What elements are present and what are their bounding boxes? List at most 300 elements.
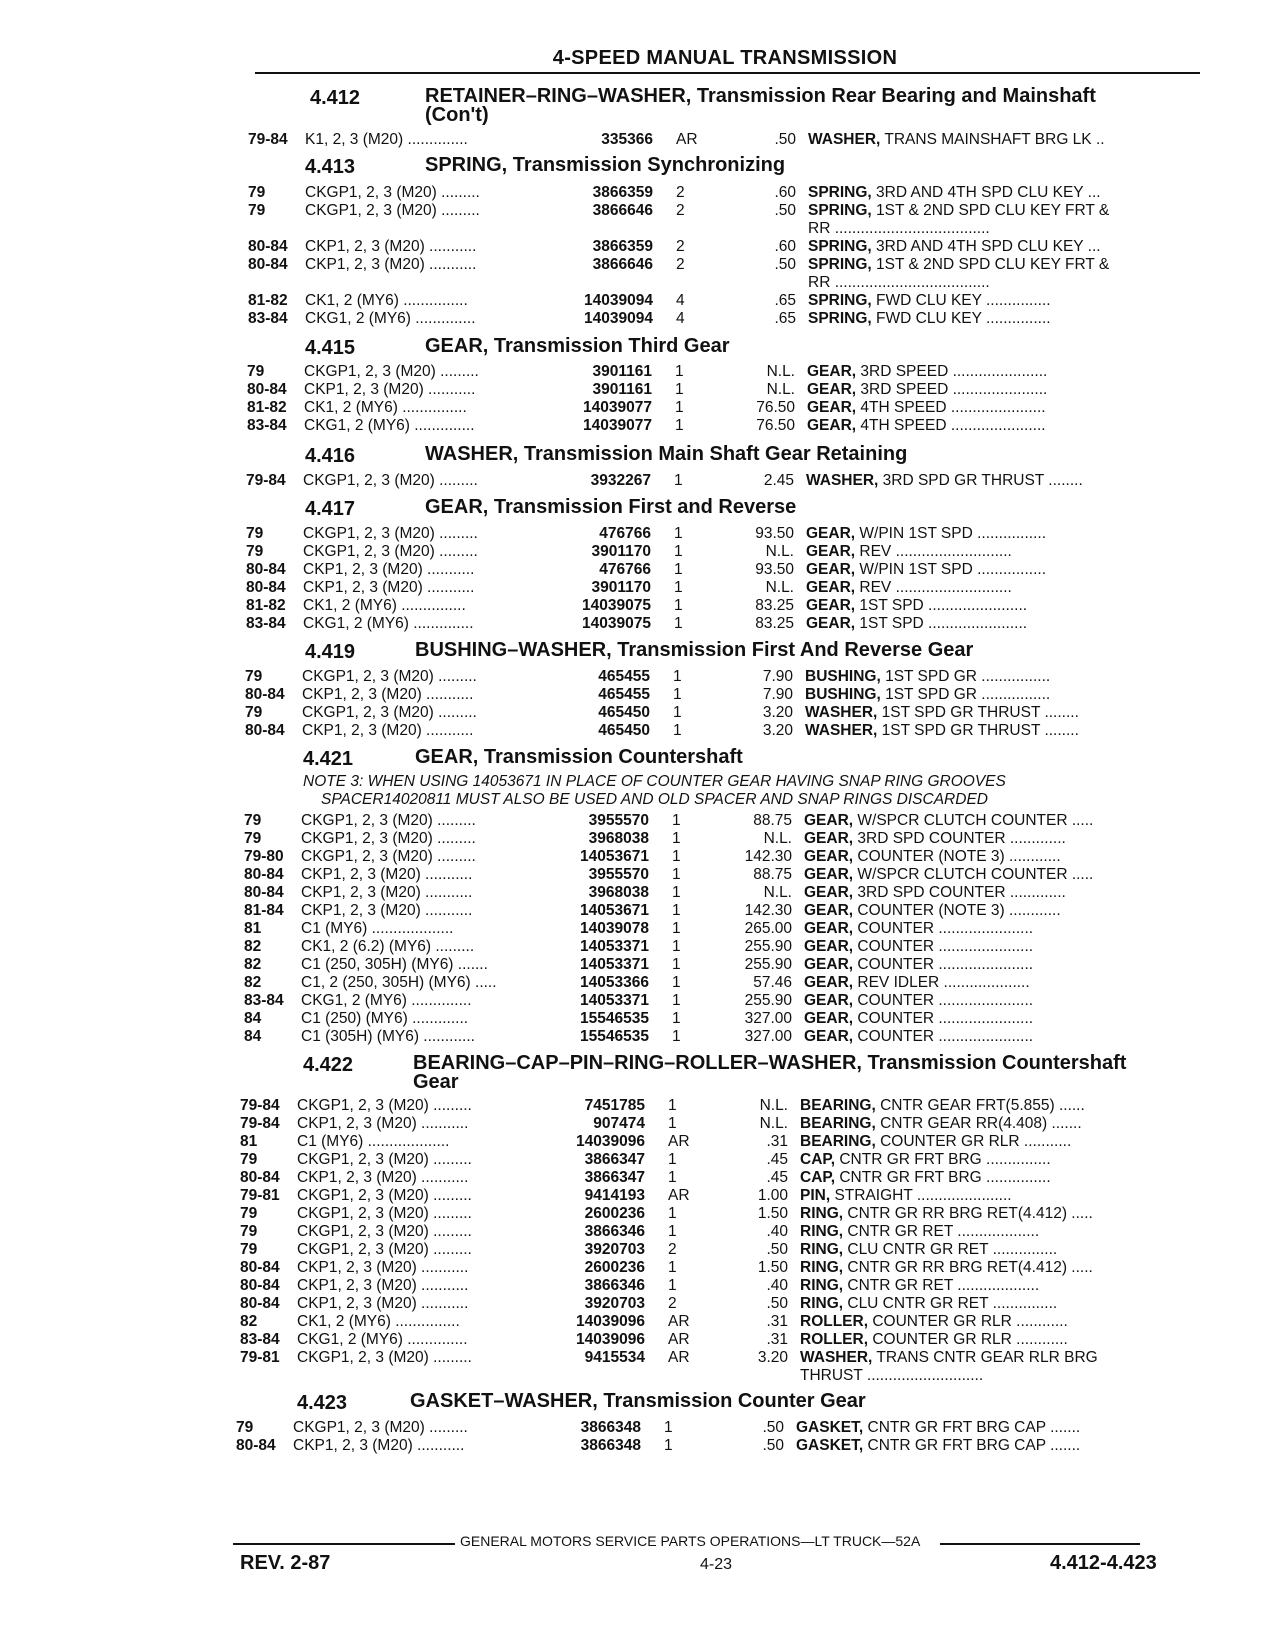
part-row [248, 310, 1168, 328]
part-description-noun: RING, [800, 1277, 844, 1294]
part-number: 14053371 [580, 992, 649, 1009]
part-number: 14039077 [583, 399, 652, 416]
part-description [807, 417, 1159, 435]
section-note-line: NOTE 3: WHEN USING 14053671 IN PLACE OF COUNTER GEAR HAVING SNAP RING GROOVES [303, 773, 1006, 790]
part-description-text: 1ST SPD GR ................ [880, 668, 1051, 685]
part-year: 79 [245, 704, 263, 721]
part-model: C1 (MY6) ................... [297, 1133, 450, 1150]
part-description-text: FWD CLU KEY ............... [871, 292, 1051, 309]
part-description-noun: WASHER, [805, 722, 878, 739]
part-quantity: 1 [672, 830, 681, 847]
part-description-noun: SPRING, [808, 292, 872, 309]
part-price: N.L. [759, 1115, 788, 1132]
part-description [800, 1223, 1152, 1241]
part-quantity: 1 [668, 1259, 677, 1276]
part-quantity: 1 [673, 686, 682, 703]
part-quantity: 1 [672, 938, 681, 955]
part-description-continued: THRUST ........................... [800, 1367, 984, 1384]
part-row [240, 1349, 1160, 1384]
part-price: .60 [774, 238, 796, 255]
part-quantity: 1 [674, 561, 683, 578]
part-price: 7.90 [762, 668, 793, 685]
part-quantity: 1 [673, 668, 682, 685]
part-price: 57.46 [753, 974, 792, 991]
part-number: 14039096 [576, 1133, 645, 1150]
part-year: 79 [245, 668, 263, 685]
part-description-noun: BEARING, [800, 1133, 876, 1150]
part-description-text: 1ST SPD ....................... [855, 597, 1028, 614]
part-year: 82 [244, 938, 262, 955]
part-model: CKGP1, 2, 3 (M20) ......... [302, 704, 477, 721]
part-model: CK1, 2 (MY6) ............... [303, 597, 466, 614]
part-quantity: 1 [668, 1277, 677, 1294]
part-row [246, 525, 1166, 543]
part-year: 80-84 [240, 1277, 280, 1294]
part-year: 79 [248, 184, 266, 201]
part-description [800, 1295, 1152, 1313]
part-model: CKG1, 2 (MY6) .............. [304, 417, 475, 434]
part-year: 79-81 [240, 1349, 280, 1366]
part-description-noun: BEARING, [800, 1115, 876, 1132]
section-title: WASHER, Transmission Main Shaft Gear Retaining [425, 443, 908, 465]
part-row [247, 381, 1167, 399]
part-description-noun: ROLLER, [800, 1313, 869, 1330]
part-description-text: W/SPCR CLUTCH COUNTER ..... [853, 866, 1094, 883]
part-row [240, 1187, 1160, 1205]
part-model: CKGP1, 2, 3 (M20) ......... [301, 830, 476, 847]
part-quantity: AR [668, 1313, 690, 1330]
part-quantity: 1 [674, 579, 683, 596]
part-description [806, 615, 1158, 633]
part-number: 3901170 [591, 543, 651, 560]
part-number: 3920703 [584, 1241, 645, 1258]
part-price: 255.90 [744, 992, 792, 1009]
part-price: N.L. [766, 381, 795, 398]
part-description [796, 1419, 1148, 1437]
footer-rule-left [233, 1543, 455, 1545]
part-description [804, 1028, 1156, 1046]
part-model: CKGP1, 2, 3 (M20) ......... [303, 543, 478, 560]
part-row [244, 830, 1164, 848]
part-description-text: COUNTER ...................... [853, 938, 1034, 955]
part-quantity: 1 [674, 472, 683, 489]
part-quantity: 1 [675, 381, 684, 398]
part-description-noun: GEAR, [806, 543, 856, 560]
part-price: 1.00 [757, 1187, 788, 1204]
part-model: CKGP1, 2, 3 (M20) ......... [297, 1151, 472, 1168]
part-row [244, 902, 1164, 920]
part-description [800, 1097, 1152, 1115]
part-year: 81-82 [247, 399, 287, 416]
part-number: 14039078 [580, 920, 649, 937]
part-row [244, 1028, 1164, 1046]
part-quantity: 1 [672, 848, 681, 865]
part-year: 82 [244, 974, 262, 991]
part-year: 83-84 [247, 417, 287, 434]
part-model: CKG1, 2 (MY6) .............. [305, 310, 476, 327]
part-price: 327.00 [744, 1010, 792, 1027]
part-description-noun: BEARING, [800, 1097, 876, 1114]
part-description-noun: GEAR, [804, 956, 854, 973]
part-row [246, 579, 1166, 597]
part-description-text: CNTR GR RR BRG RET(4.412) ..... [843, 1259, 1093, 1276]
part-quantity: 1 [672, 956, 681, 973]
part-quantity: 1 [672, 920, 681, 937]
part-description-noun: CAP, [800, 1169, 836, 1186]
part-price: 255.90 [744, 956, 792, 973]
part-description-text: COUNTER ...................... [853, 1010, 1034, 1027]
part-price: .50 [774, 202, 796, 219]
part-number: 465455 [598, 668, 650, 685]
part-description-text: 1ST SPD GR ................ [880, 686, 1051, 703]
section-title: GASKET–WASHER, Transmission Counter Gear [410, 1390, 866, 1412]
part-description [800, 1115, 1152, 1133]
part-description-noun: GEAR, [804, 866, 854, 883]
footer-page-number: 4-23 [700, 1556, 733, 1573]
part-number: 465450 [598, 722, 650, 739]
part-year: 79 [247, 363, 265, 380]
part-row [245, 722, 1165, 740]
part-price: .31 [766, 1313, 788, 1330]
part-quantity: AR [676, 131, 698, 148]
part-price: 93.50 [755, 525, 794, 542]
part-year: 80-84 [244, 884, 284, 901]
part-description-noun: RING, [800, 1241, 844, 1258]
part-year: 79 [244, 830, 262, 847]
part-quantity: 4 [676, 310, 685, 327]
part-model: C1 (250, 305H) (MY6) ....... [301, 956, 488, 973]
part-number: 3955570 [588, 812, 649, 829]
part-number: 3866346 [584, 1223, 645, 1240]
part-description-noun: GASKET, [796, 1437, 864, 1454]
part-price: .50 [774, 131, 796, 148]
part-description-text: REV ........................... [855, 579, 1012, 596]
part-model: CKP1, 2, 3 (M20) ........... [297, 1277, 469, 1294]
section-number: 4.412 [310, 87, 361, 109]
part-description [806, 543, 1158, 561]
part-year: 79 [240, 1205, 258, 1222]
part-year: 79 [246, 525, 264, 542]
part-description-noun: RING, [800, 1223, 844, 1240]
part-year: 81-82 [248, 292, 288, 309]
part-description-noun: BUSHING, [805, 686, 881, 703]
part-description [804, 848, 1156, 866]
part-description-text: COUNTER ...................... [853, 1028, 1034, 1045]
part-year: 80-84 [246, 561, 286, 578]
section-number: 4.416 [305, 445, 356, 467]
part-price: N.L. [759, 1097, 788, 1114]
part-year: 80-84 [247, 381, 287, 398]
part-row [240, 1205, 1160, 1223]
part-price: N.L. [763, 830, 792, 847]
part-year: 79-81 [240, 1187, 280, 1204]
part-quantity: 1 [668, 1223, 677, 1240]
part-description-noun: GEAR, [807, 363, 857, 380]
part-price: 7.90 [762, 686, 793, 703]
part-description [800, 1349, 1152, 1367]
part-number: 14039096 [576, 1331, 645, 1348]
part-number: 3901161 [592, 363, 652, 380]
part-row [244, 992, 1164, 1010]
part-year: 81 [240, 1133, 258, 1150]
part-number: 14053671 [580, 848, 649, 865]
part-year: 79-80 [244, 848, 284, 865]
part-description-text: CNTR GR RET ................... [843, 1223, 1040, 1240]
part-number: 14039075 [582, 597, 651, 614]
part-description-noun: GEAR, [804, 848, 854, 865]
part-quantity: 1 [672, 866, 681, 883]
part-row [248, 131, 1168, 149]
part-year: 81-84 [244, 902, 284, 919]
part-year: 80-84 [248, 256, 288, 273]
part-description-noun: WASHER, [800, 1349, 873, 1366]
part-description [800, 1169, 1152, 1187]
part-model: CKGP1, 2, 3 (M20) ......... [297, 1097, 472, 1114]
part-description [800, 1259, 1152, 1277]
part-description-text: 3RD AND 4TH SPD CLU KEY ... [871, 238, 1101, 255]
part-row [244, 866, 1164, 884]
part-description-noun: SPRING, [808, 184, 872, 201]
part-year: 84 [244, 1028, 262, 1045]
part-quantity: 1 [672, 812, 681, 829]
part-price: N.L. [765, 579, 794, 596]
part-description [806, 597, 1158, 615]
part-description-text: 3RD AND 4TH SPD CLU KEY ... [871, 184, 1101, 201]
part-year: 80-84 [245, 686, 285, 703]
part-row [245, 668, 1165, 686]
part-year: 83-84 [244, 992, 284, 1009]
part-year: 80-84 [248, 238, 288, 255]
part-description-text: COUNTER GR RLR ............ [868, 1313, 1068, 1330]
part-description-text: COUNTER (NOTE 3) ............ [853, 848, 1061, 865]
part-year: 80-84 [244, 866, 284, 883]
part-number: 907474 [593, 1115, 645, 1132]
part-description-text: REV IDLER .................... [853, 974, 1030, 991]
part-price: 142.30 [744, 848, 792, 865]
part-description [808, 202, 1160, 220]
part-description [808, 292, 1160, 310]
part-price: N.L. [763, 884, 792, 901]
part-model: C1 (305H) (MY6) ............ [301, 1028, 475, 1045]
part-row [244, 956, 1164, 974]
part-price: 76.50 [756, 399, 795, 416]
part-price: 3.20 [762, 704, 793, 721]
part-description-noun: GEAR, [807, 417, 857, 434]
part-row [240, 1169, 1160, 1187]
part-description-text: CNTR GEAR RR(4.408) ....... [875, 1115, 1082, 1132]
part-year: 79 [240, 1241, 258, 1258]
part-description [800, 1133, 1152, 1151]
part-quantity: 1 [672, 974, 681, 991]
part-description-text: W/PIN 1ST SPD ................ [855, 561, 1047, 578]
part-model: CKGP1, 2, 3 (M20) ......... [297, 1205, 472, 1222]
part-row [244, 974, 1164, 992]
part-quantity: 1 [674, 543, 683, 560]
part-description-text: CNTR GR RR BRG RET(4.412) ..... [843, 1205, 1093, 1222]
part-row [246, 615, 1166, 633]
part-quantity: AR [668, 1133, 690, 1150]
part-number: 465455 [598, 686, 650, 703]
part-price: 83.25 [755, 597, 794, 614]
part-year: 79 [236, 1419, 254, 1436]
part-description-noun: BUSHING, [805, 668, 881, 685]
part-number: 14053366 [580, 974, 649, 991]
part-number: 3866359 [592, 238, 653, 255]
part-quantity: 1 [668, 1151, 677, 1168]
part-quantity: 1 [672, 1010, 681, 1027]
section-title: GEAR, Transmission Third Gear [425, 335, 730, 357]
part-number: 3968038 [588, 830, 649, 847]
footer-rule-right [940, 1543, 1140, 1545]
part-year: 79 [248, 202, 266, 219]
part-row [244, 920, 1164, 938]
part-description-noun: RING, [800, 1205, 844, 1222]
part-description [804, 938, 1156, 956]
part-year: 83-84 [248, 310, 288, 327]
part-number: 3901161 [592, 381, 652, 398]
part-price: .50 [766, 1295, 788, 1312]
part-row [248, 184, 1168, 202]
section-number: 4.419 [305, 641, 356, 663]
part-model: CKGP1, 2, 3 (M20) ......... [301, 848, 476, 865]
part-model: CKP1, 2, 3 (M20) ........... [297, 1169, 469, 1186]
part-price: 255.90 [744, 938, 792, 955]
part-price: 88.75 [753, 812, 792, 829]
part-description [807, 399, 1159, 417]
part-number: 9415534 [584, 1349, 645, 1366]
part-description [804, 992, 1156, 1010]
part-description-text: FWD CLU KEY ............... [871, 310, 1051, 327]
part-year: 82 [244, 956, 262, 973]
part-description [800, 1277, 1152, 1295]
part-quantity: 2 [676, 238, 685, 255]
part-description-text: STRAIGHT ...................... [830, 1187, 1012, 1204]
part-description [800, 1241, 1152, 1259]
part-row [246, 561, 1166, 579]
part-model: CKP1, 2, 3 (M20) ........... [301, 902, 473, 919]
part-description-noun: GEAR, [804, 884, 854, 901]
section-number: 4.413 [305, 156, 356, 178]
part-number: 2600236 [584, 1259, 645, 1276]
part-description-text: 1ST SPD GR THRUST ........ [877, 722, 1079, 739]
part-row [240, 1133, 1160, 1151]
part-number: 3901170 [591, 579, 651, 596]
part-description-noun: GEAR, [807, 399, 857, 416]
part-row [245, 686, 1165, 704]
part-price: 142.30 [744, 902, 792, 919]
part-model: CKGP1, 2, 3 (M20) ......... [304, 363, 479, 380]
part-model: CKP1, 2, 3 (M20) ........... [305, 256, 477, 273]
part-year: 81-82 [246, 597, 286, 614]
part-number: 14039094 [584, 310, 653, 327]
part-number: 3866646 [592, 256, 653, 273]
part-row [246, 472, 1166, 490]
part-description-text: CNTR GR FRT BRG CAP ....... [863, 1419, 1081, 1436]
part-number: 3955570 [588, 866, 649, 883]
part-description-text: 4TH SPEED ...................... [856, 417, 1046, 434]
part-model: C1, 2 (250, 305H) (MY6) ..... [301, 974, 497, 991]
part-description-noun: WASHER, [805, 704, 878, 721]
part-model: CKP1, 2, 3 (M20) ........... [297, 1115, 469, 1132]
part-year: 80-84 [240, 1169, 280, 1186]
part-price: 83.25 [755, 615, 794, 632]
part-price: .45 [766, 1169, 788, 1186]
section-note-line: SPACER14020811 MUST ALSO BE USED AND OLD SPACER AND SNAP RINGS DISCARDED [321, 791, 988, 808]
part-description-text: 3RD SPD COUNTER ............. [853, 830, 1066, 847]
part-model: CKG1, 2 (MY6) .............. [297, 1331, 468, 1348]
section-number: 4.421 [303, 748, 354, 770]
part-description-noun: WASHER, [806, 472, 879, 489]
part-description [805, 668, 1157, 686]
part-year: 79 [244, 812, 262, 829]
part-description-noun: GEAR, [806, 579, 856, 596]
part-description-text: 1ST SPD GR THRUST ........ [877, 704, 1079, 721]
part-model: CK1, 2 (6.2) (MY6) ......... [301, 938, 475, 955]
part-description-noun: RING, [800, 1259, 844, 1276]
part-quantity: 2 [676, 184, 685, 201]
part-quantity: 1 [672, 1028, 681, 1045]
part-description [806, 579, 1158, 597]
part-quantity: AR [668, 1349, 690, 1366]
part-row [247, 417, 1167, 435]
section-number: 4.417 [305, 498, 356, 520]
part-quantity: 1 [673, 722, 682, 739]
part-description-text: COUNTER ...................... [853, 992, 1034, 1009]
part-model: CKGP1, 2, 3 (M20) ......... [293, 1419, 468, 1436]
part-year: 83-84 [246, 615, 286, 632]
part-price: .40 [766, 1223, 788, 1240]
part-description-text: 3RD SPD GR THRUST ........ [878, 472, 1083, 489]
footer-revision: REV. 2-87 [240, 1552, 331, 1574]
part-description-noun: GEAR, [806, 525, 856, 542]
part-description-noun: GEAR, [804, 992, 854, 1009]
part-year: 79 [246, 543, 264, 560]
part-quantity: 1 [672, 884, 681, 901]
part-model: C1 (MY6) ................... [301, 920, 454, 937]
part-description-noun: GEAR, [806, 561, 856, 578]
part-price: 93.50 [755, 561, 794, 578]
part-year: 84 [244, 1010, 262, 1027]
part-description [796, 1437, 1148, 1455]
part-description-text: W/SPCR CLUTCH COUNTER ..... [853, 812, 1094, 829]
part-number: 3866348 [580, 1437, 641, 1454]
part-number: 15546535 [580, 1028, 649, 1045]
part-year: 80-84 [240, 1259, 280, 1276]
part-description [804, 866, 1156, 884]
part-price: 3.20 [762, 722, 793, 739]
part-model: CKGP1, 2, 3 (M20) ......... [301, 812, 476, 829]
part-price: .40 [766, 1277, 788, 1294]
part-quantity: 1 [675, 417, 684, 434]
part-description [800, 1313, 1152, 1331]
part-model: CKP1, 2, 3 (M20) ........... [297, 1295, 469, 1312]
part-number: 2600236 [584, 1205, 645, 1222]
part-description-noun: GEAR, [804, 812, 854, 829]
part-description [804, 830, 1156, 848]
part-row [248, 238, 1168, 256]
part-number: 14039075 [582, 615, 651, 632]
part-description-text: CNTR GEAR FRT(5.855) ...... [875, 1097, 1085, 1114]
part-quantity: 4 [676, 292, 685, 309]
part-row [247, 399, 1167, 417]
part-price: 1.50 [757, 1259, 788, 1276]
part-row [240, 1241, 1160, 1259]
part-number: 476766 [599, 525, 651, 542]
part-price: .65 [774, 310, 796, 327]
part-description-text: COUNTER ...................... [853, 920, 1034, 937]
part-description-text: CNTR GR FRT BRG CAP ....... [863, 1437, 1081, 1454]
part-description-noun: RING, [800, 1295, 844, 1312]
